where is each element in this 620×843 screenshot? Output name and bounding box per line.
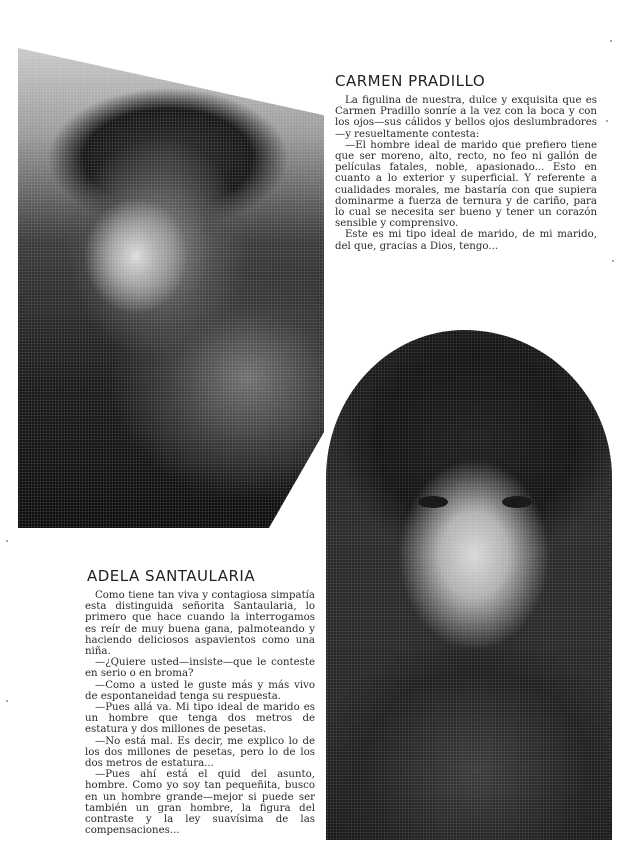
article-paragraph: Como tiene tan viva y contagiosa simpatía esta distinguida señorita Santaularia, lo primero que hace cuando la interrogamos es reír de muy buena gana, palmoteando y haciendo deliciosos aspavientos como una niña. (85, 590, 315, 658)
article-paragraph: —Pues allá va. Mi tipo ideal de marido es un hombre que tenga dos metros de estatura y dos millones de pesetas. (85, 702, 315, 736)
article-paragraph: —El hombre ideal de marido que prefiero tiene que ser moreno, alto, recto, no feo ni gallón de películas fatales, noble, apasionado... Esto en cuanto a lo exterior y superficial. Y referente a cualidades morales, me bastaría con que supiera dominarme a fuerza de ternura y de cariño, para lo cual se necesita ser bueno y tener un corazón sensible y comprensivo. (335, 139, 597, 230)
print-speck (6, 700, 8, 702)
article-paragraph: La figulina de nuestra, dulce y exquisita que es Carmen Pradillo sonríe a la vez con la boca y con los ojos—sus cálidos y bellos ojos deslumbradores—y resueltamente contesta: (335, 95, 597, 140)
eye-shape (502, 496, 532, 508)
article-body-carmen (335, 95, 597, 252)
portrait-photo-carmen-pradillo (18, 48, 324, 528)
article-body-adela (85, 590, 315, 836)
eye-shape (418, 496, 448, 508)
print-speck (610, 40, 612, 42)
article-paragraph: —Como a usted le guste más y más vivo de espontaneidad tenga su respuesta. (85, 679, 315, 702)
article-heading-carmen: CARMEN PRADILLO (335, 72, 486, 90)
print-speck (612, 260, 614, 262)
print-speck (6, 540, 8, 542)
portrait-photo-adela-santaularia (326, 330, 612, 840)
article-heading-adela: ADELA SANTAULARIA (87, 567, 256, 585)
halftone-texture (326, 330, 612, 840)
halftone-texture (18, 48, 324, 528)
print-speck (606, 120, 608, 122)
article-paragraph: —¿Quiere usted—insiste—que le conteste en serio o en broma? (85, 657, 315, 680)
article-paragraph: —No está mal. Es decir, me explico lo de los dos millones de pesetas, pero lo de los dos metros de estatura... (85, 735, 315, 770)
article-paragraph: —Pues ahí está el quid del asunto, hombre. Como yo soy tan pequeñita, busco en un hombre grande—mejor si puede ser también un gran hombre, la figura del contraste y la ley suavísima de las compensaciones... (85, 769, 315, 837)
article-paragraph: Este es mi tipo ideal de marido, de mi marido, del que, gracias a Dios, tengo... (335, 229, 597, 252)
